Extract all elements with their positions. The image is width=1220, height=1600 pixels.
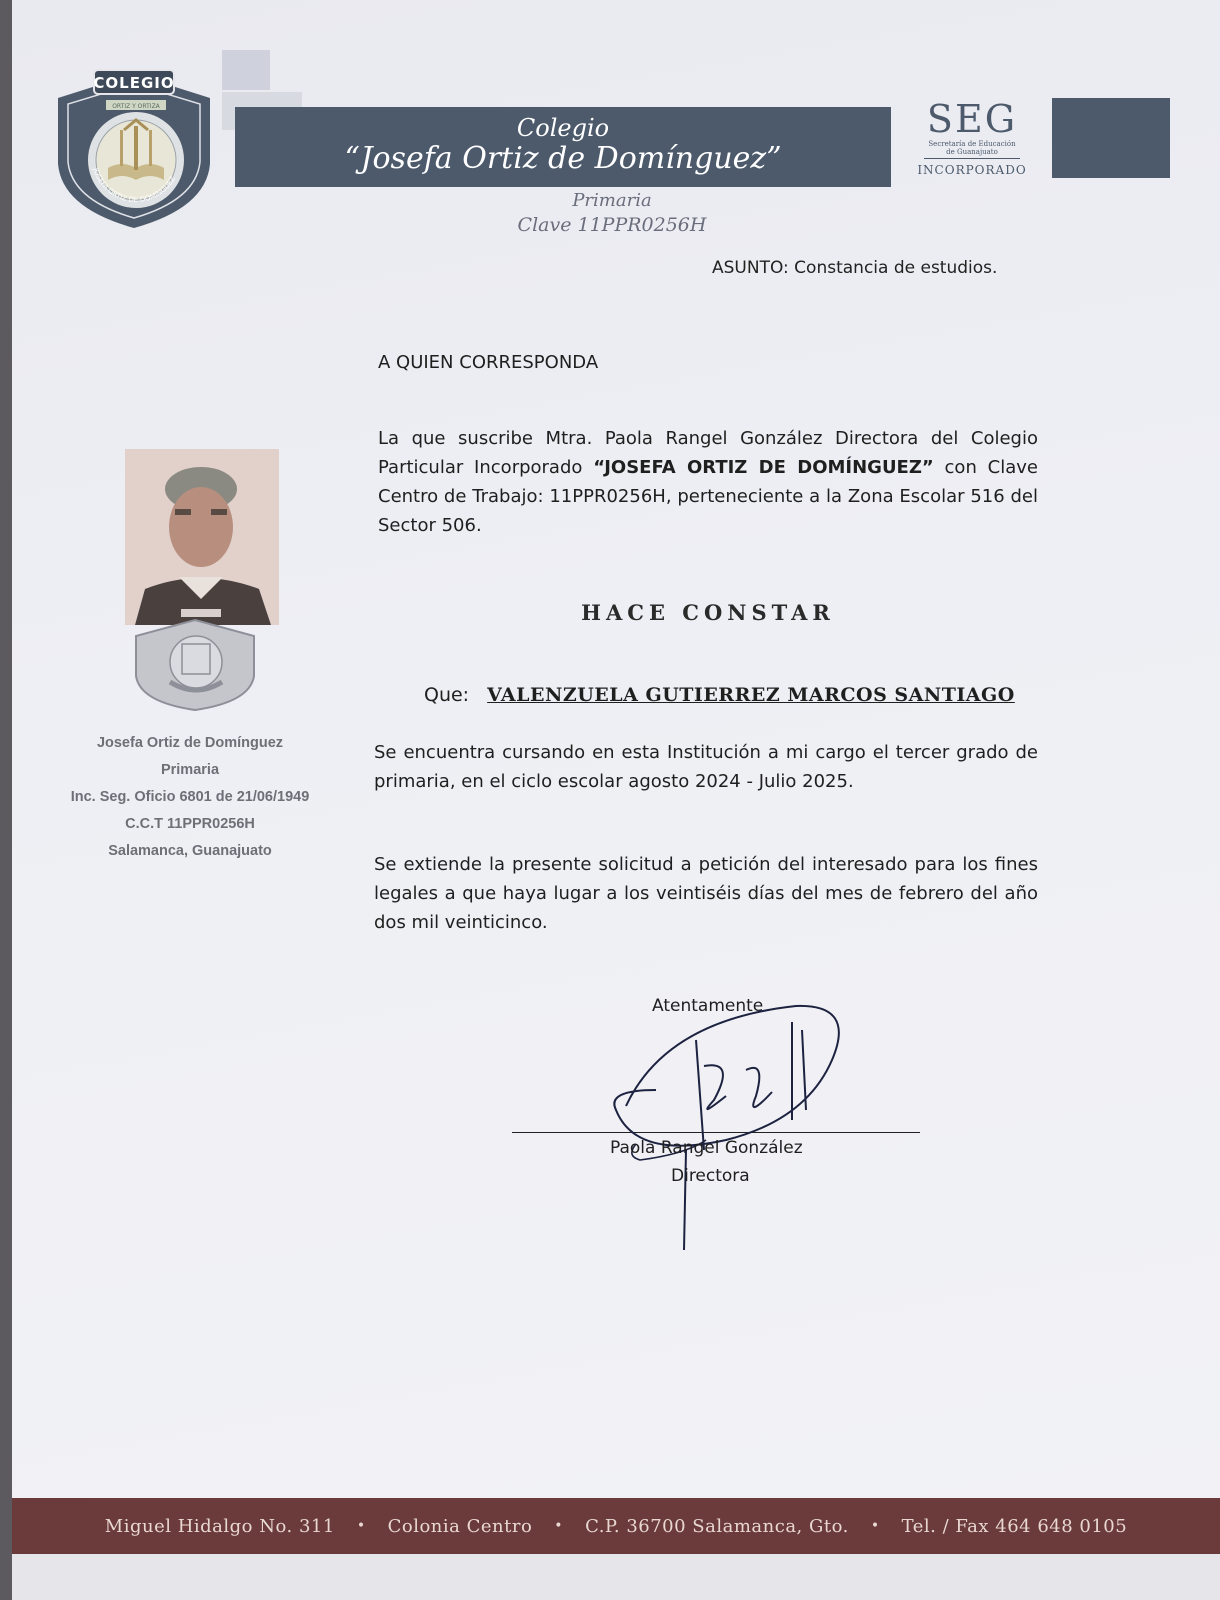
footer-separator: • [554, 1518, 564, 1534]
student-photo [125, 449, 279, 625]
title-line-colegio: Colegio [516, 114, 610, 142]
svg-text:ORTIZ Y ORTIZA: ORTIZ Y ORTIZA [112, 103, 160, 110]
title-school-name: “Josefa Ortiz de Domínguez” [344, 141, 782, 176]
svg-text:JOSEFA ORTIZ DE DOMÍNGUEZ: JOSEFA ORTIZ DE DOMÍNGUEZ [91, 167, 178, 205]
header-right-bar [1052, 98, 1170, 178]
school-stamp-text: Josefa Ortiz de Domínguez Primaria Inc. Seg. Oficio 6801 de 21/06/1949 C.C.T 11PPR0256H Salamanca, Guanajuato [70, 735, 310, 859]
seg-incorporado: INCORPORADO [917, 163, 1027, 177]
closing-paragraph: Se extiende la presente solicitud a petición del interesado para los fines legales a que haya lugar a los veintiséis días del mes de febrero del año dos mil veinticinco. [374, 854, 1038, 933]
header-decoration-block [222, 50, 270, 90]
school-shield-logo [50, 68, 218, 232]
subject-line: ASUNTO: Constancia de estudios. [712, 258, 998, 278]
document-page [12, 0, 1220, 1600]
signer-name: Paola Rangel González [610, 1138, 803, 1158]
footer-postal-code: C.P. 36700 Salamanca, Gto. [585, 1515, 849, 1537]
footer-bar [12, 1498, 1220, 1554]
seg-logo-text: SEG [926, 97, 1018, 141]
page-bottom-margin [12, 1554, 1220, 1600]
footer-separator: • [356, 1518, 366, 1534]
school-stamp-seal [130, 616, 260, 712]
student-name: VALENZUELA GUTIERREZ MARCOS SANTIAGO [487, 684, 1015, 706]
footer-phone: Tel. / Fax 464 648 0105 [901, 1515, 1128, 1537]
school-level: Primaria [572, 190, 652, 211]
school-title-banner [235, 107, 891, 187]
intro-paragraph: La que suscribe Mtra. Paola Rangel González Directora del Colegio Particular Incorporado “JOSEFA ORTIZ DE DOMÍNGUEZ” con Clave Centro de Trabajo: 11PPR0256H, perteneciente a la Zona Escolar 516 del Sector 506. [378, 428, 1038, 536]
seg-logo [910, 98, 1034, 180]
que-label: Que: [424, 684, 470, 706]
greeting: A QUIEN CORRESPONDA [378, 352, 599, 373]
school-clave: Clave 11PPR0256H [517, 214, 707, 236]
enrollment-paragraph: Se encuentra cursando en esta Institución a mi cargo el tercer grado de primaria, en el ciclo escolar agosto 2024 - Julio 2025. [374, 742, 1038, 792]
student-row [424, 684, 1015, 706]
footer-separator: • [870, 1518, 880, 1534]
closing-salutation: Atentamente [652, 996, 764, 1016]
footer-colonia: Colonia Centro [387, 1515, 533, 1537]
hace-constar-heading: HACE CONSTAR [581, 600, 835, 625]
handwritten-signature [596, 1000, 856, 1260]
footer-address: Miguel Hidalgo No. 311 [104, 1515, 335, 1537]
svg-text:COLEGIO: COLEGIO [93, 74, 175, 92]
signer-title: Directora [671, 1166, 750, 1186]
seg-subtitle: Secretaría de Educación de Guanajuato [924, 140, 1020, 159]
